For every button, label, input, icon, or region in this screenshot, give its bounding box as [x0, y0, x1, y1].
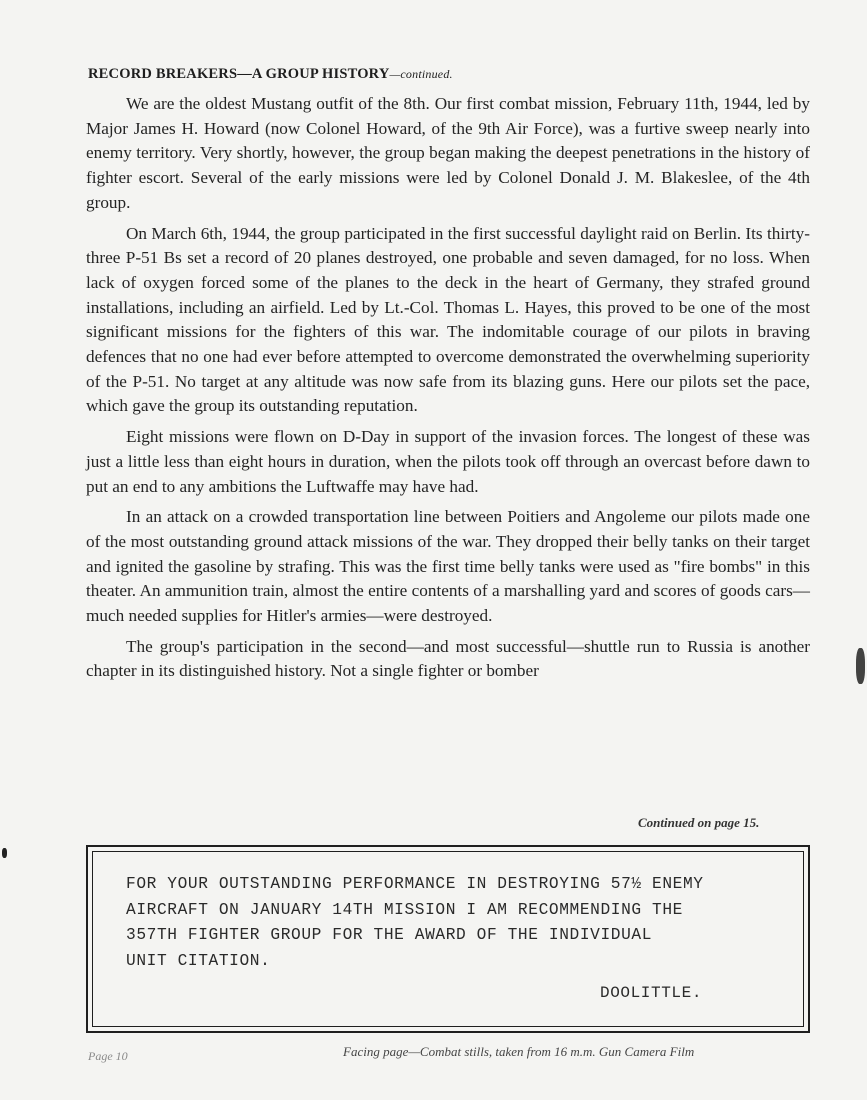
telegram-line-4: UNIT CITATION. — [126, 951, 271, 970]
paragraph-4: In an attack on a crowded transportation line between Poitiers and Angoleme our pilots made one of the most outstanding ground attack missions of the war. They dropped their belly tanks on their target and ignited the gasoline by strafing. This was the first time belly tanks were used as "fire bombs" in this theater. An ammunition train, almost the entire contents of a marshalling yard and scores of goods cars—much needed supplies for Hitler's armies—were destroyed. — [86, 507, 810, 626]
page-number: Page 10 — [88, 1049, 128, 1063]
telegram-line-2: AIRCRAFT ON JANUARY 14TH MISSION I AM RECOMMENDING THE — [126, 900, 683, 919]
telegram-line-3: 357TH FIGHTER GROUP FOR THE AWARD OF THE INDIVIDUAL — [126, 926, 653, 944]
facing-page-caption: Facing page—Combat stills, taken from 16 m.m. Gun Camera Film — [343, 1044, 695, 1059]
print-mark-right — [856, 648, 865, 684]
telegram-line-1: FOR YOUR OUTSTANDING PERFORMANCE IN DESTROYING 57½ ENEMY — [126, 875, 704, 893]
paragraph-3: Eight missions were flown on D-Day in support of the invasion forces. The longest of these was just a little less than eight hours in duration, when the pilots took off through an overcast before dawn to put an end to any ambitions the Luftwaffe may have had. — [86, 427, 810, 496]
article-heading — [88, 66, 453, 83]
continued-label: —continued. — [389, 67, 453, 81]
telegram-text — [126, 872, 786, 974]
paragraph-5: The group's participation in the second—and most successful—shuttle run to Russia is another chapter in its distinguished history. Not a single fighter or bomber — [86, 636, 810, 681]
paragraph-1: We are the oldest Mustang outfit of the 8th. Our first combat mission, February 11th, 1944, led by Major James H. Howard (now Colonel Howard, of the 9th Air Force), was a furtive sweep nearly into enemy territory. Very shortly, however, the group began making the deepest penetrations in the history of fighter escort. Several of the early missions were led by Colonel Donald J. M. Blakeslee, of the 4th group. — [86, 94, 810, 212]
paragraph-2: On March 6th, 1944, the group participated in the first successful daylight raid on Berlin. Its thirty-three P-51 Bs set a record of 20 planes destroyed, one probable and seven damaged, for no loss. When lack of oxygen forced some of the planes to the deck in the heart of Germany, they strafed ground installations, including an airfield. Led by Lt.-Col. Thomas L. Hayes, this proved to be one of the most significant missions for the fighters of this war. The indomitable courage of our pilots in braving defences that no one had ever before attempted to overcome demonstrated the overwhelming superiority of the P-51. No target at any altitude was now safe from its blazing guns. Here our pilots set the pace, which gave the group its outstanding reputation. — [86, 223, 810, 416]
print-mark-left — [2, 848, 7, 858]
article-body — [86, 92, 810, 690]
telegram-signature: DOOLITTLE. — [600, 984, 703, 1002]
article-title: RECORD BREAKERS—A GROUP HISTORY — [88, 66, 390, 82]
continued-on-note: Continued on page 15. — [638, 815, 760, 830]
